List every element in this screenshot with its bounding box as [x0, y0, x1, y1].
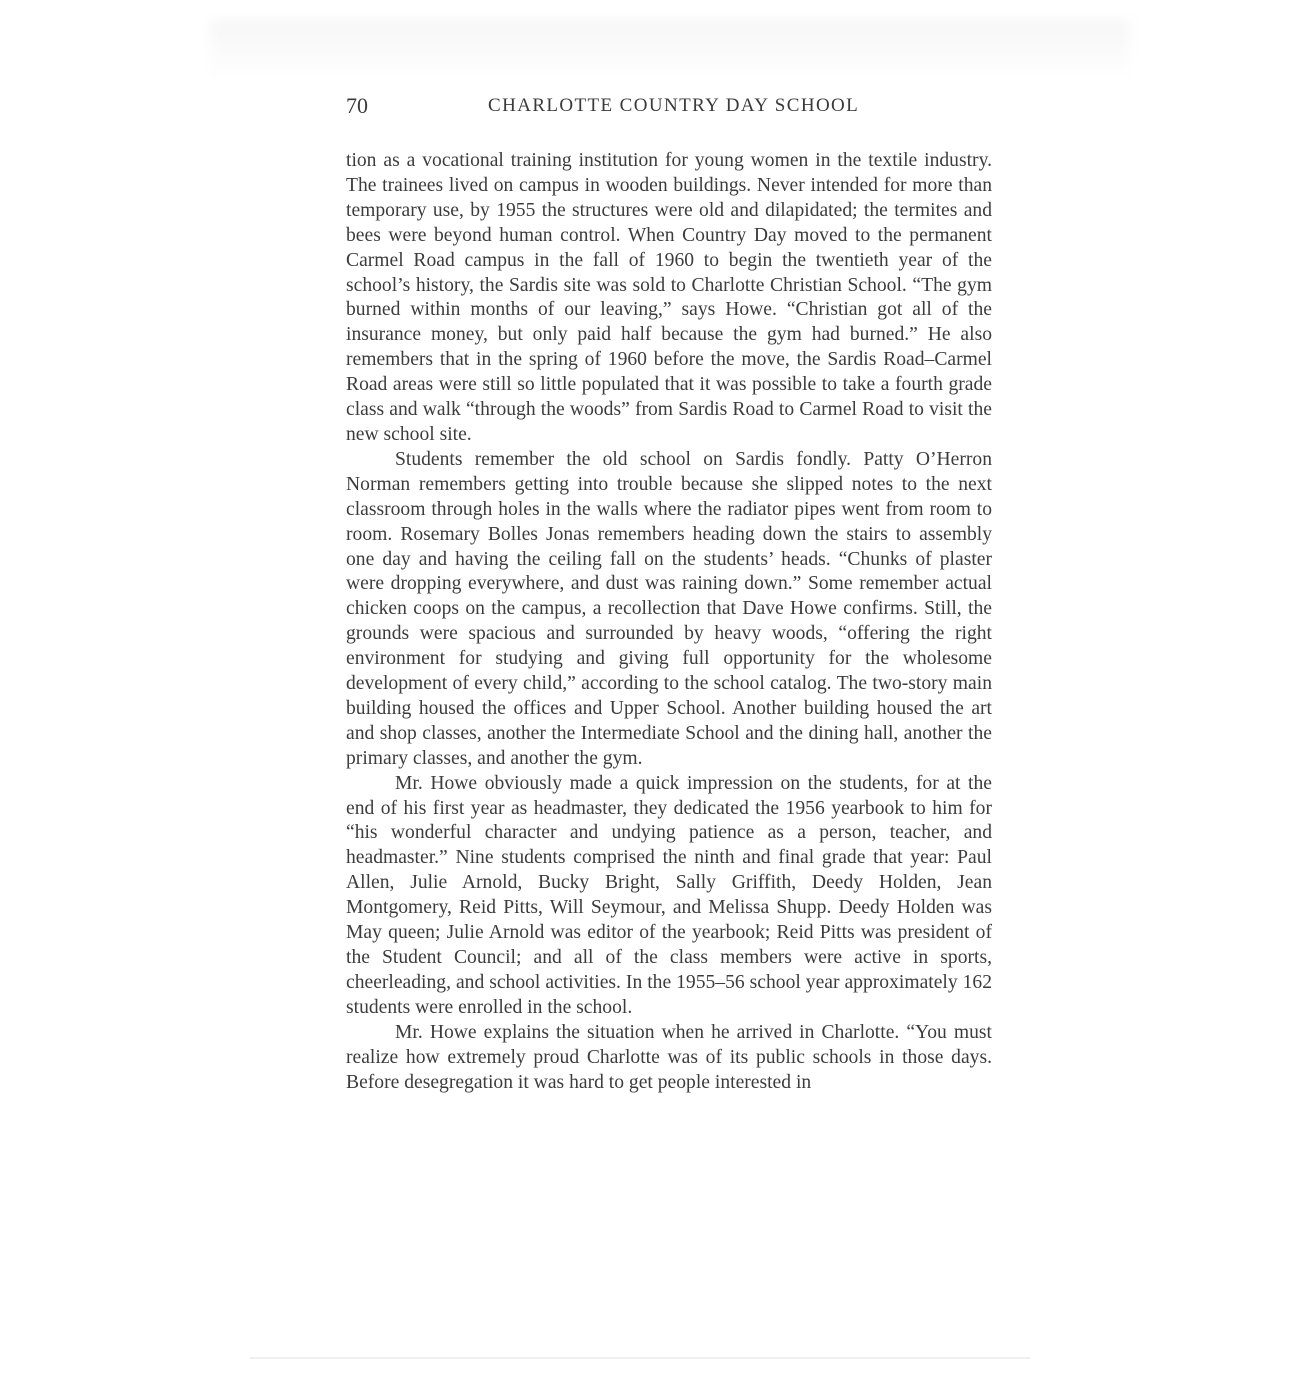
paragraph-4: Mr. Howe explains the situation when he arrived in Charlotte. “You must realize how extremely proud Charlotte was of its public schools in those days. Before desegregation it was hard to get people interested in [346, 1021, 992, 1093]
scan-edge-line [250, 1357, 1030, 1359]
running-head [346, 93, 992, 127]
scan-shadow [210, 20, 1130, 80]
book-title: CHARLOTTE COUNTRY DAY SCHOOL [488, 95, 860, 116]
paragraph-3: Mr. Howe obviously made a quick impression on the students, for at the end of his first year as headmaster, they dedicated the 1956 yearbook to him for “his wonderful character and undying patience as a person, teacher, and headmaster.” Nine students comprised the ninth and final grade that year: Paul Allen, Julie Arnold, Bucky Bright, Sally Griffith, Deedy Holden, Jean Montgomery, Reid Pitts, Will Seymour, and Melissa Shupp. Deedy Holden was May queen; Julie Arnold was editor of the yearbook; Reid Pitts was president of the Student Council; and all of the class members were active in sports, cheerleading, and school activities. In the 1955–56 school year approximately 162 students were enrolled in the school. [346, 772, 992, 1018]
paragraph-1: tion as a vocational training institution for young women in the textile industry. The trainees lived on campus in wooden buildings. Never intended for more than temporary use, by 1955 the structures were old and dilapidated; the termites and bees were beyond human control. When Country Day moved to the permanent Carmel Road campus in the fall of 1960 to begin the twentieth year of the school’s history, the Sardis site was sold to Charlotte Christian School. “The gym burned within months of our leaving,” says Howe. “Christian got all of the insurance money, but only paid half because the gym had burned.” He also remembers that in the spring of 1960 before the move, the Sardis Road–Carmel Road areas were still so little populated that it was possible to take a fourth grade class and walk “through the woods” from Sardis Road to Carmel Road to visit the new school site. [346, 150, 992, 445]
paragraph-2: Students remember the old school on Sardis fondly. Patty O’Herron Norman remembers getting into trouble because she slipped notes to the next classroom through holes in the walls where the radiator pipes went from room to room. Rosemary Bolles Jonas remembers heading down the stairs to assembly one day and having the ceiling fall on the students’ heads. “Chunks of plaster were dropping everywhere, and dust was raining down.” Some remember actual chicken coops on the campus, a recollection that Dave Howe confirms. Still, the grounds were spacious and surrounded by heavy woods, “offering the right environment for studying and giving full opportunity for the wholesome development of every child,” according to the school catalog. The two-story main building housed the offices and Upper School. Another building housed the art and shop classes, another the Intermediate School and the dining hall, another the primary classes, and another the gym. [346, 448, 992, 769]
page-number: 70 [346, 93, 368, 118]
body-text [346, 149, 992, 1095]
